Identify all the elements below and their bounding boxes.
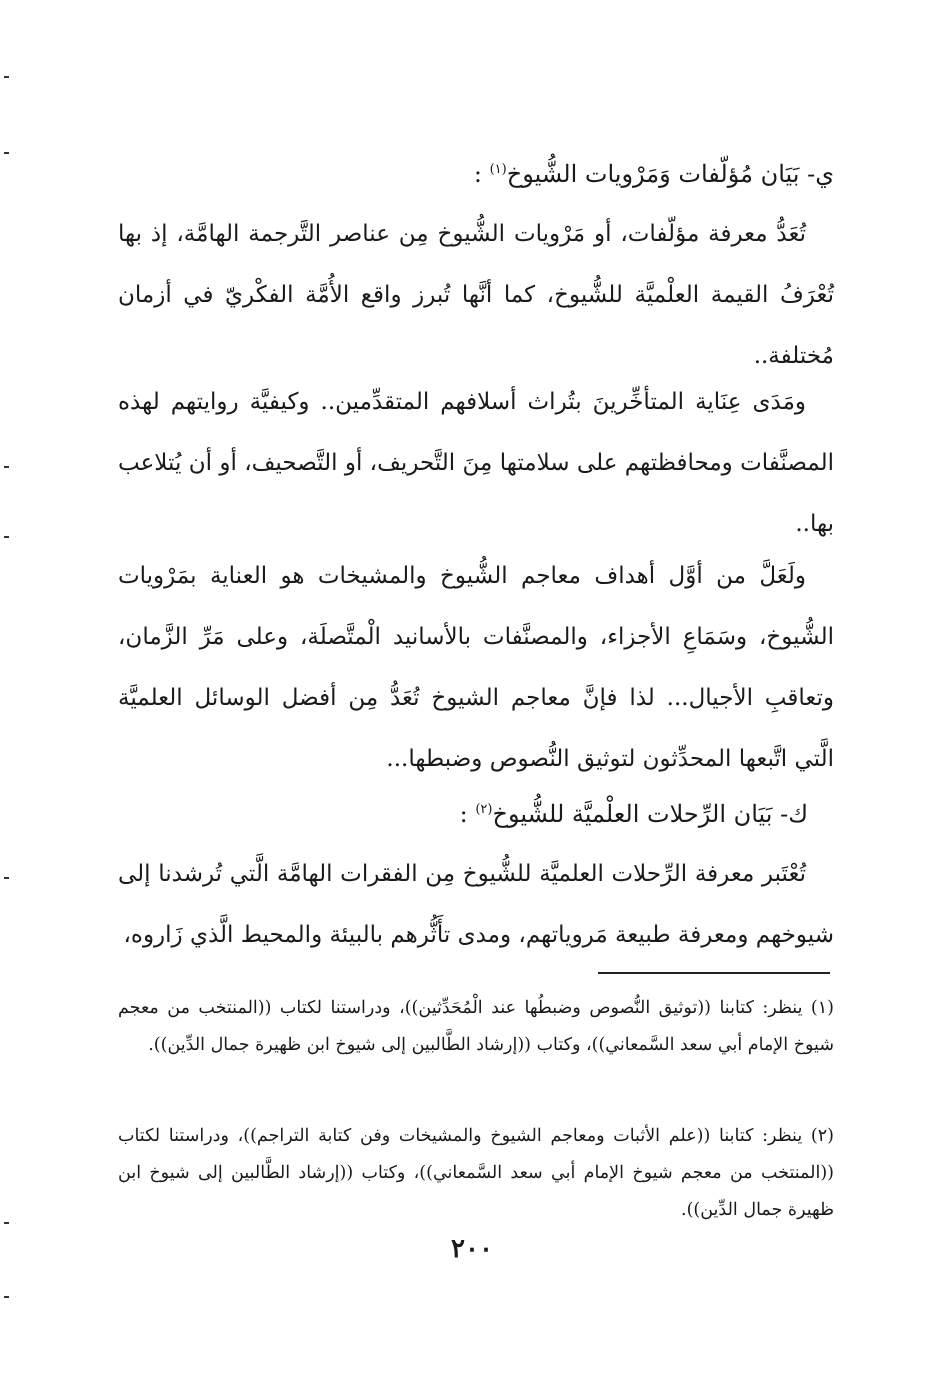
- scan-edge-mark: [4, 1296, 9, 1298]
- scan-edge-mark: [4, 466, 9, 468]
- scan-edge-mark: [4, 76, 9, 78]
- heading-text: ك- بَيَان الرِّحلات العلْميَّة للشُّيوخ: [492, 800, 808, 828]
- scan-edge-mark: [4, 152, 9, 154]
- page-number: ٢٠٠: [451, 1234, 493, 1264]
- heading-colon: :: [459, 800, 476, 828]
- section-heading-ya: [118, 150, 834, 190]
- scan-edge-mark: [4, 536, 9, 538]
- footnote-divider: [598, 972, 830, 974]
- paragraph-1: تُعَدُّ معرفة مؤلّفات، أو مَرْويات الشُّيوخ مِن عناصر التَّرجمة الهامَّة، إذ بها تُعْرَفُ القيمة العلْميَّة للشُّيوخ، كما أنَّها تُبرز واقع الأُمَّة الفكْريّ في أزمان مُختلفة..: [118, 221, 834, 369]
- paragraph-4: تُعْتَبر معرفة الرِّحلات العلميَّة للشُّيوخ مِن الفقرات الهامَّة الَّتي تُرشدنا إلى شيوخهم ومعرفة طبيعة مَروياتهم، ومدى تأَثُّرهم بالبيئة والمحيط الَّذي زَاروه،: [118, 861, 834, 948]
- heading-colon: :: [473, 160, 490, 188]
- footnote-2: (٢) ينظر: كتابنا ((علم الأثبات ومعاجم الشيوخ والمشيخات وفن كتابة التراجم))، ودراستنا لكتاب ((المنتخب من معجم شيوخ الإمام أبي سعد السَّمعاني))، وكتاب ((إرشاد الطَّالبين إلى شيوخ ابن ظهيرة جمال الدِّين)).: [118, 1126, 834, 1220]
- heading-text: ي- بَيَان مُؤلّفات وَمَرْويات الشُّيوخ: [506, 160, 834, 188]
- footnote-ref: (١): [489, 162, 507, 177]
- scan-edge-mark: [4, 877, 9, 879]
- section-heading-kaf: [118, 790, 808, 830]
- footnote-ref: (٢): [475, 802, 493, 817]
- paragraph-2: ومَدَى عِنَاية المتأخِّرينَ بتُراث أسلافهم المتقدِّمين.. وكيفيَّة روايتهم لهذه المصنَّفات ومحافظتهم على سلامتها مِنَ التَّحريف، أو التَّصحيف، أو أن يُتلاعب بها..: [118, 389, 834, 537]
- scan-edge-mark: [4, 1222, 9, 1224]
- paragraph-3: ولَعَلَّ من أوَّل أهداف معاجم الشُّيوخ والمشيخات هو العناية بمَرْويات الشُّيوخ، وسَمَاعِ الأجزاء، والمصنَّفات بالأسانيد الْمتَّصلَة، وعلى مَرِّ الزَّمان، وتعاقبِ الأجيال... لذا فإنَّ معاجم الشيوخ تُعَدُّ مِن أفضل الوسائل العلميَّة الَّتي اتَّبعها المحدِّثون لتوثيق النُّصوص وضبطها...: [118, 563, 834, 772]
- footnote-1: (١) ينظر: كتابنا ((توثيق النُّصوص وضبطُها عند الْمُحَدِّثين))، ودراستنا لكتاب ((المنتخب من معجم شيوخ الإمام أبي سعد السَّمعاني))، وكتاب ((إرشاد الطَّالبين إلى شيوخ ابن ظهيرة جمال الدِّين)).: [118, 998, 834, 1055]
